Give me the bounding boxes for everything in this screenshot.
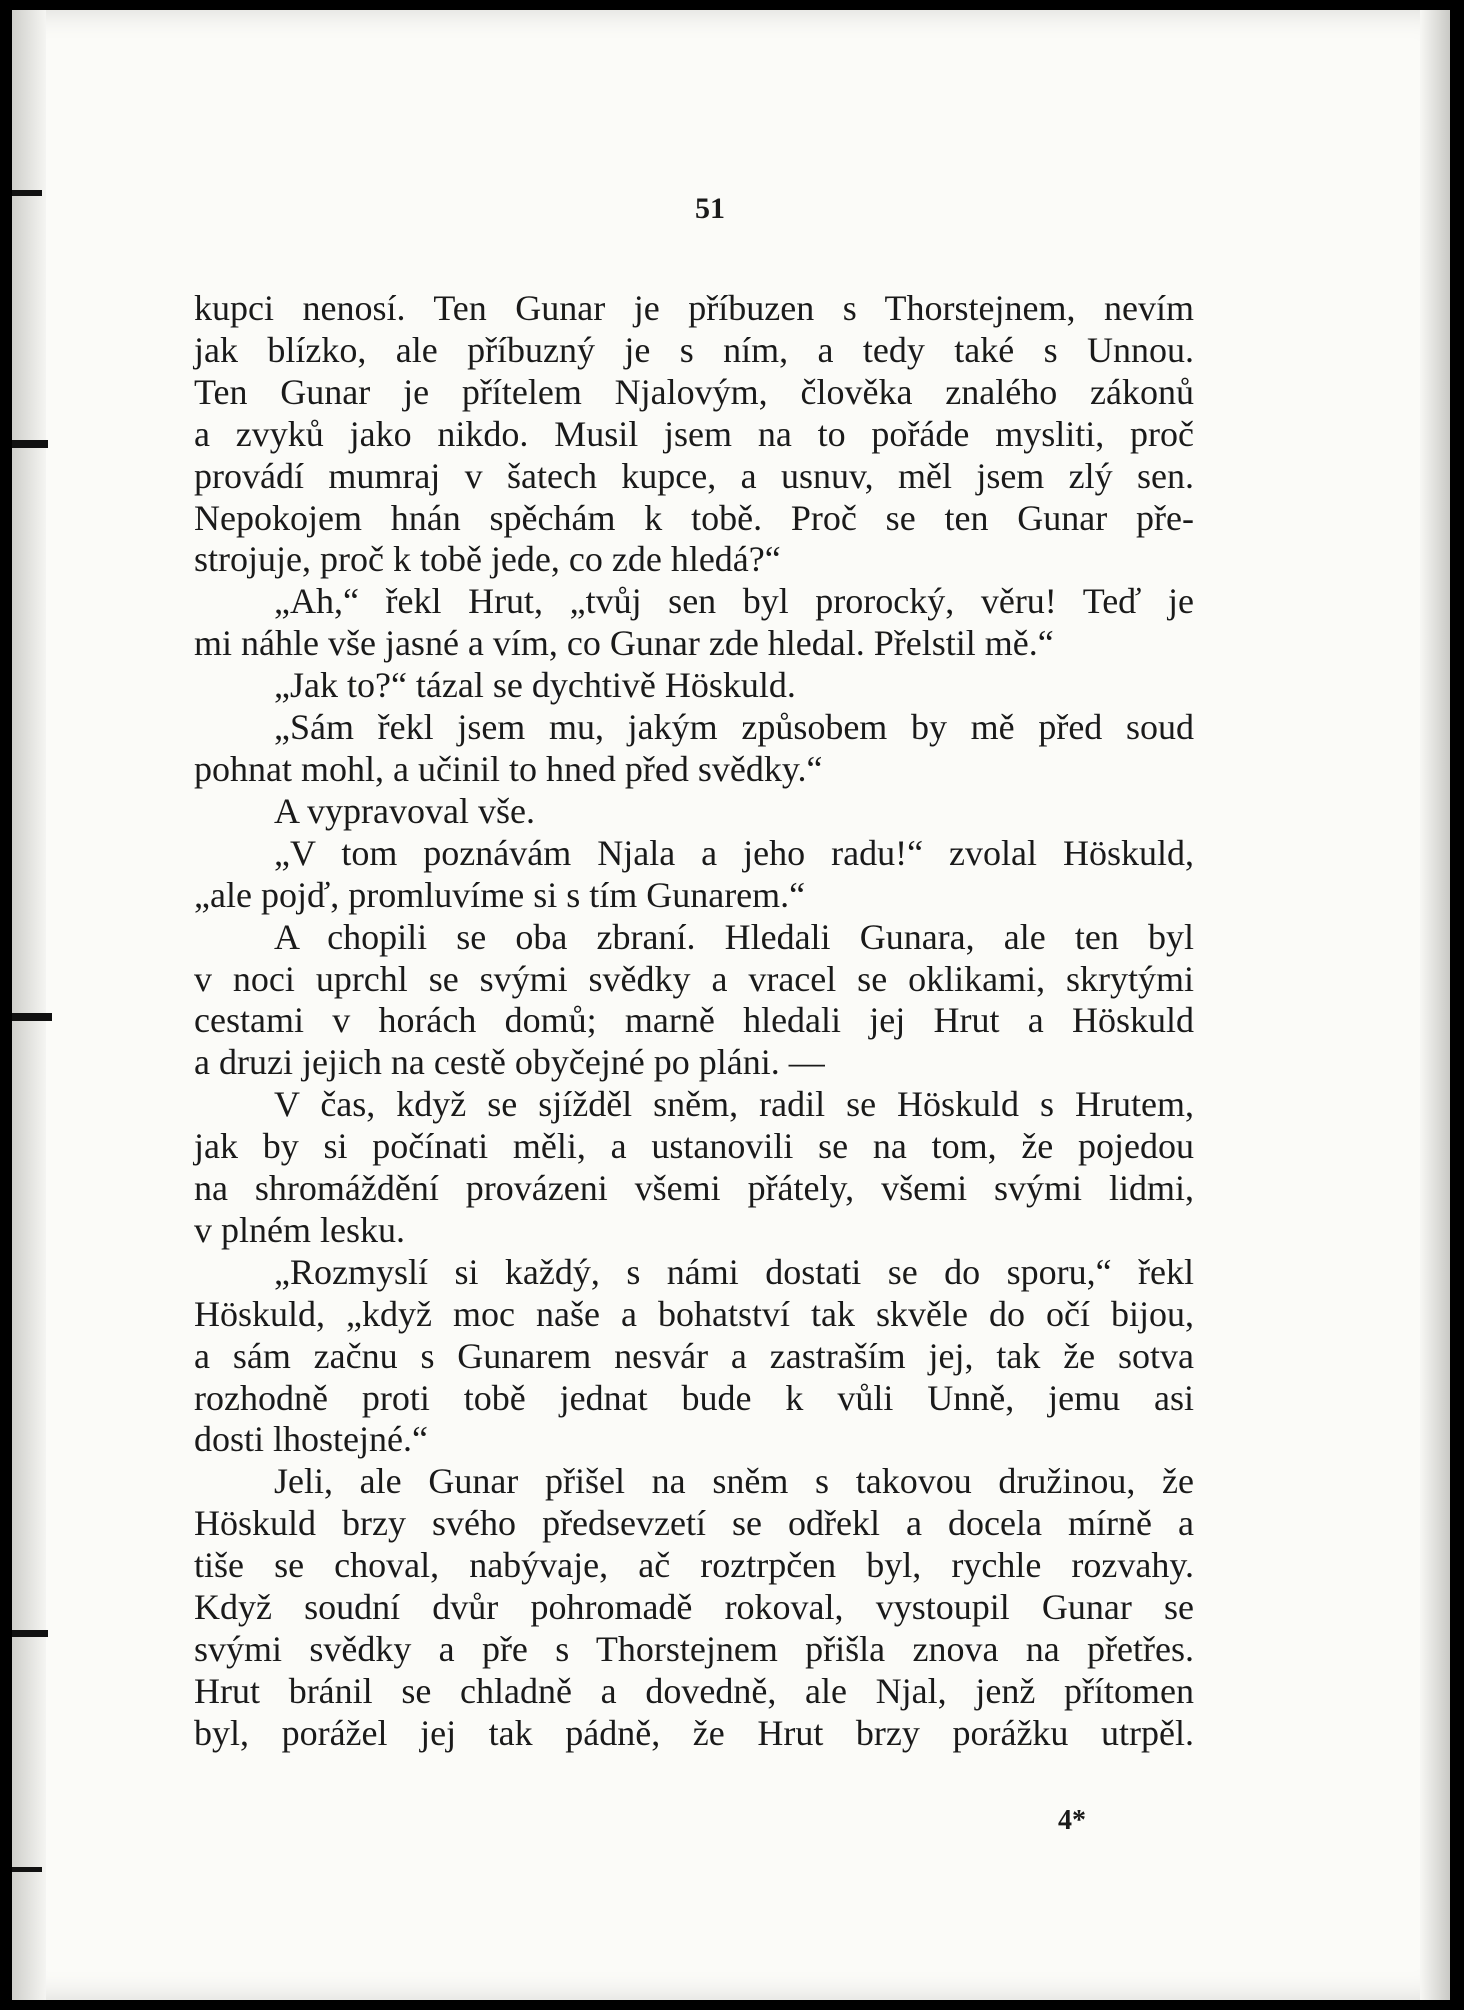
- text-line: byl, porážel jej tak pádně, že Hrut brzy porážku utrpěl.: [194, 1712, 1194, 1753]
- text-line: Ten Gunar je přítelem Njalovým, člověka znalého zákonů: [194, 371, 1194, 412]
- text-line: Höskuld brzy svého předsevzetí se odřekl a docela mírně a: [194, 1503, 1194, 1544]
- text-line: a sám začnu s Gunarem nesvár a zastraším jej, tak že sotva: [194, 1335, 1194, 1376]
- text-line: provádí mumraj v šatech kupce, a usnuv, měl jsem zlý sen.: [194, 455, 1194, 496]
- page-right-edge-shadow: [1420, 10, 1450, 2000]
- text-line: Nepokojem hnán spěchám k tobě. Proč se ten Gunar pře-: [194, 497, 1194, 538]
- binding-mark: [12, 190, 42, 196]
- text-line: „Jak to?“ tázal se dychtivě Höskuld.: [274, 665, 796, 706]
- text-line: A chopili se oba zbraní. Hledali Gunara, ale ten byl: [274, 916, 1194, 957]
- text-line: jak blízko, ale příbuzný je s ním, a tedy také s Unnou.: [194, 329, 1194, 370]
- book-page: [12, 10, 1450, 2000]
- text-line: dosti lhostejné.“: [194, 1419, 428, 1460]
- text-line: na shromáždění provázeni všemi přátely, všemi svými lidmi,: [194, 1168, 1194, 1209]
- text-line: v noci uprchl se svými svědky a vracel se oklikami, skrytými: [194, 958, 1194, 999]
- printer-signature-mark: 4*: [1058, 1805, 1086, 1836]
- text-line: Když soudní dvůr pohromadě rokoval, vystoupil Gunar se: [194, 1587, 1194, 1628]
- text-line: „Rozmyslí si každý, s námi dostati se do sporu,“ řekl: [274, 1251, 1194, 1292]
- text-line: a zvyků jako nikdo. Musil jsem na to pořáde mysliti, proč: [194, 413, 1194, 454]
- text-line: mi náhle vše jasné a vím, co Gunar zde hledal. Přelstil mě.“: [194, 623, 1054, 664]
- text-line: Höskuld, „když moc naše a bohatství tak skvěle do očí bijou,: [194, 1293, 1194, 1334]
- binding-mark: [12, 1867, 42, 1872]
- page-number: 51: [695, 192, 725, 225]
- text-line: v plném lesku.: [194, 1209, 405, 1250]
- page-left-edge-shadow: [12, 10, 46, 2000]
- text-line: „ale pojď, promluvíme si s tím Gunarem.“: [194, 874, 806, 915]
- text-line: cestami v horách domů; marně hledali jej Hrut a Höskuld: [194, 1000, 1194, 1041]
- text-line: tiše se choval, nabývaje, ač roztrpčen byl, rychle rozvahy.: [194, 1545, 1194, 1586]
- text-line: „V tom poznávám Njala a jeho radu!“ zvolal Höskuld,: [274, 832, 1194, 873]
- binding-mark: [12, 1013, 52, 1021]
- binding-mark: [12, 1630, 48, 1637]
- text-line: „Sám řekl jsem mu, jakým způsobem by mě před soud: [274, 707, 1194, 748]
- text-line: jak by si počínati měli, a ustanovili se na tom, že pojedou: [194, 1126, 1194, 1167]
- text-line: „Ah,“ řekl Hrut, „tvůj sen byl prorocký, věru! Teď je: [274, 581, 1194, 622]
- body-text: [194, 288, 1194, 1755]
- text-line: Jeli, ale Gunar přišel na sněm s takovou družinou, že: [274, 1461, 1194, 1502]
- text-line: strojuje, proč k tobě jede, co zde hledá?“: [194, 539, 781, 580]
- text-line: kupci nenosí. Ten Gunar je příbuzen s Thorstejnem, nevím: [194, 288, 1194, 328]
- text-line: rozhodně proti tobě jednat bude k vůli Unně, jemu asi: [194, 1377, 1194, 1418]
- binding-mark: [12, 440, 48, 448]
- text-line: A vypravoval vše.: [274, 790, 535, 831]
- text-line: a druzi jejich na cestě obyčejné po pláni. —: [194, 1042, 825, 1083]
- text-line: svými svědky a pře s Thorstejnem přišla znova na přetřes.: [194, 1629, 1194, 1669]
- text-line: Hrut bránil se chladně a dovedně, ale Njal, jenž přítomen: [194, 1670, 1194, 1711]
- text-line: pohnat mohl, a učinil to hned před svědky.“: [194, 748, 823, 789]
- text-line: V čas, když se sjížděl sněm, radil se Höskuld s Hrutem,: [274, 1084, 1194, 1125]
